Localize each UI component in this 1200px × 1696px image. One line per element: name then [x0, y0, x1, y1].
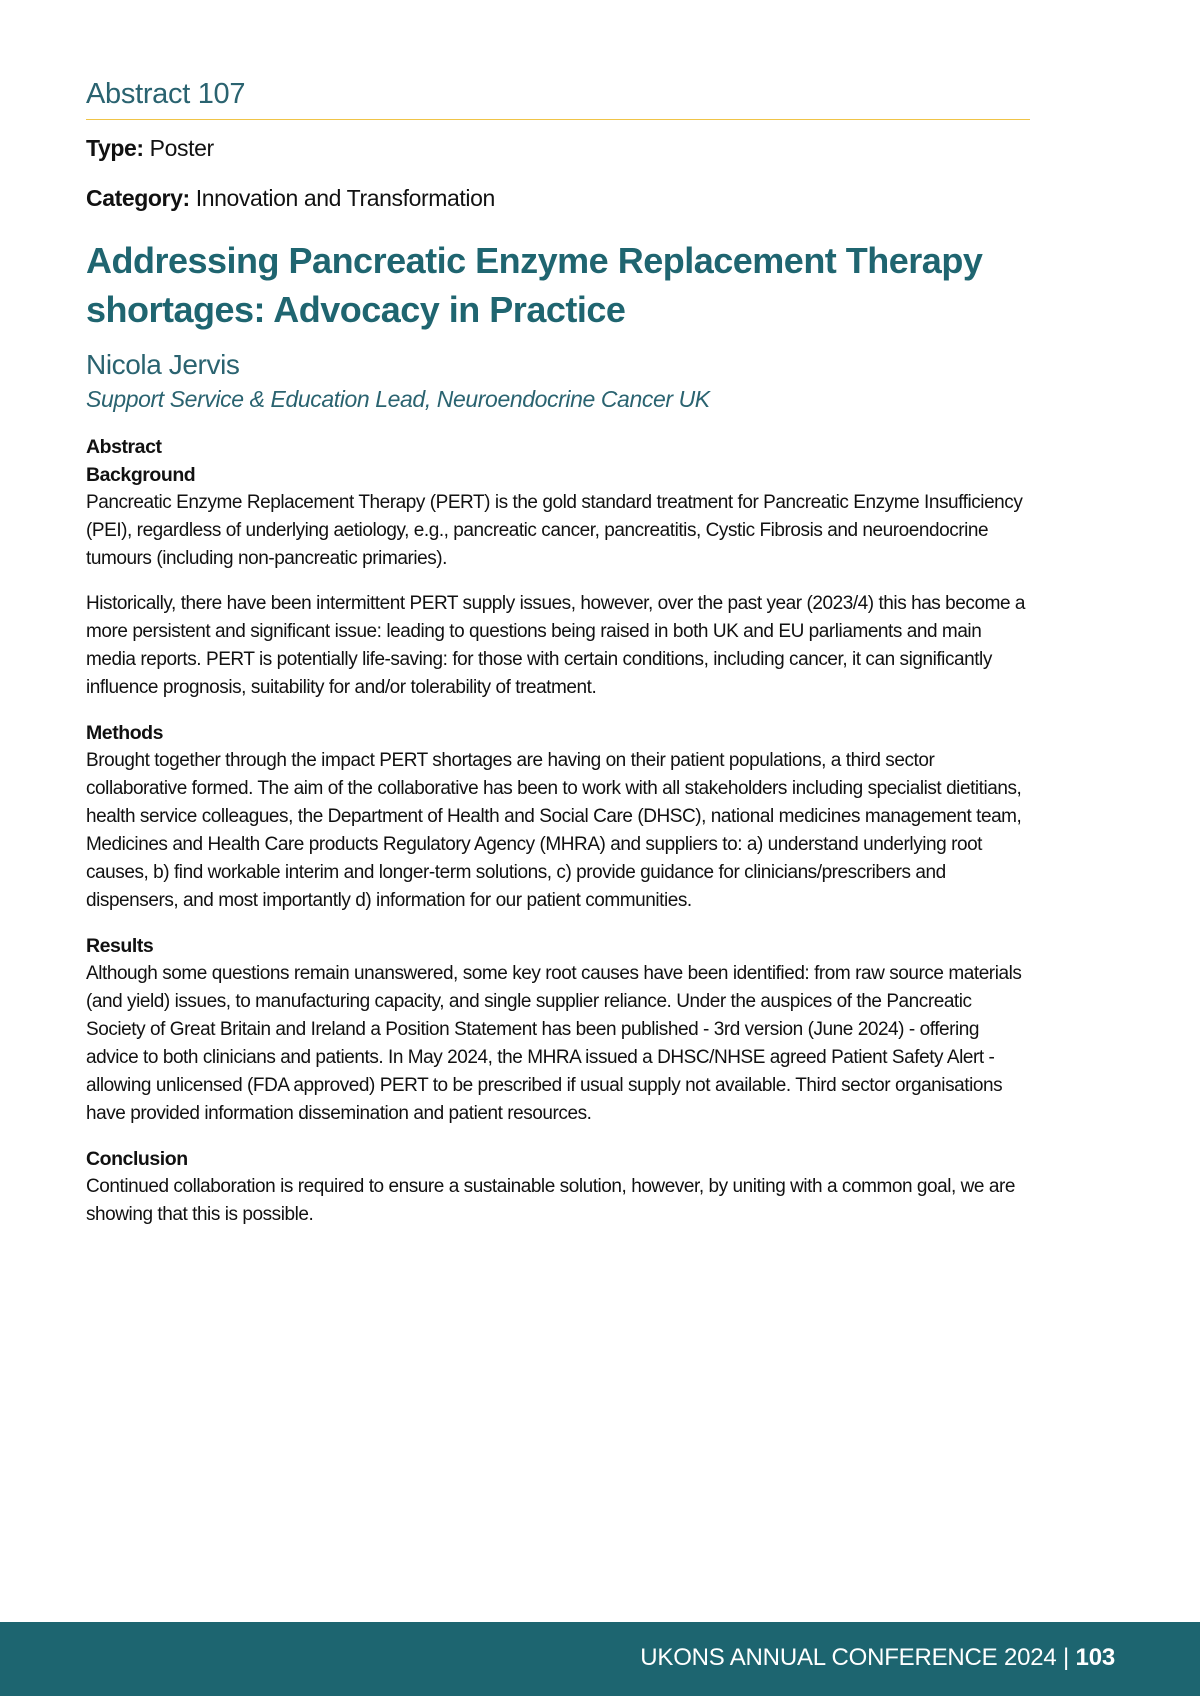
methods-heading: Methods — [86, 722, 164, 744]
background-heading: Background — [86, 464, 196, 486]
footer-text — [640, 1644, 1115, 1672]
results-heading: Results — [86, 935, 154, 957]
header-divider — [86, 119, 1030, 120]
abstract-title: Addressing Pancreatic Enzyme Replacement Therapy shortages: Advocacy in Practice — [86, 240, 983, 330]
conclusion-heading: Conclusion — [86, 1148, 188, 1170]
author-affiliation: Support Service & Education Lead, Neuroendocrine Cancer UK — [86, 386, 710, 412]
background-paragraph: Pancreatic Enzyme Replacement Therapy (PERT) is the gold standard treatment for Pancreatic Enzyme Insufficiency (PEI), regardless of underlying aetiology, e.g., pancreatic cancer, pancreatitis, Cystic Fibrosis and neuroendocrine tumours (including non-pancreatic primaries). — [86, 492, 1023, 569]
abstract-number: Abstract 107 — [86, 78, 246, 110]
footer-separator: | — [1056, 1644, 1076, 1671]
abstract-heading: Abstract — [86, 436, 162, 458]
page-number: 103 — [1075, 1644, 1115, 1671]
category-value: Innovation and Transformation — [195, 185, 495, 211]
category-line — [86, 185, 495, 212]
conference-name: UKONS ANNUAL CONFERENCE 2024 — [640, 1644, 1057, 1671]
methods-paragraph: Brought together through the impact PERT shortages are having on their patient populations, a third sector collaborative formed. The aim of the collaborative has been to work with all stakeholders including specialist dietitians, health service colleagues, the Department of Health and Social Care (DHSC), national medicines management team, Medicines and Health Care products Regulatory Agency (MHRA) and suppliers to: a) understand underlying root causes, b) find workable interim and longer-term solutions, c) provide guidance for clinicians/prescribers and dispensers, and most importantly d) information for our patient communities. — [86, 750, 1022, 911]
type-line — [86, 135, 214, 162]
author-name: Nicola Jervis — [86, 349, 240, 380]
category-label: Category: — [86, 185, 190, 211]
results-paragraph: Although some questions remain unanswered, some key root causes have been identified: from raw source materials (and yield) issues, to manufacturing capacity, and single supplier reliance. Under the auspices of the Pancreatic Society of Great Britain and Ireland a Position Statement has been published - 3rd version (June 2024) - offering advice to both clinicians and patients. In May 2024, the MHRA issued a DHSC/NHSE agreed Patient Safety Alert - allowing unlicensed (FDA approved) PERT to be prescribed if usual supply not available. Third sector organisations have provided information dissemination and patient resources. — [86, 963, 1022, 1124]
conclusion-paragraph: Continued collaboration is required to ensure a sustainable solution, however, by uniting with a common goal, we are showing that this is possible. — [86, 1176, 1015, 1225]
type-value: Poster — [149, 135, 214, 161]
type-label: Type: — [86, 135, 144, 161]
background-paragraph: Historically, there have been intermittent PERT supply issues, however, over the past year (2023/4) this has become a more persistent and significant issue: leading to questions being raised in both UK and EU parliaments and main media reports. PERT is potentially life-saving: for those with certain conditions, including cancer, it can significantly influence prognosis, suitability for and/or tolerability of treatment. — [86, 593, 1026, 698]
abstract-body — [86, 433, 1030, 1229]
page-footer — [0, 1622, 1200, 1696]
